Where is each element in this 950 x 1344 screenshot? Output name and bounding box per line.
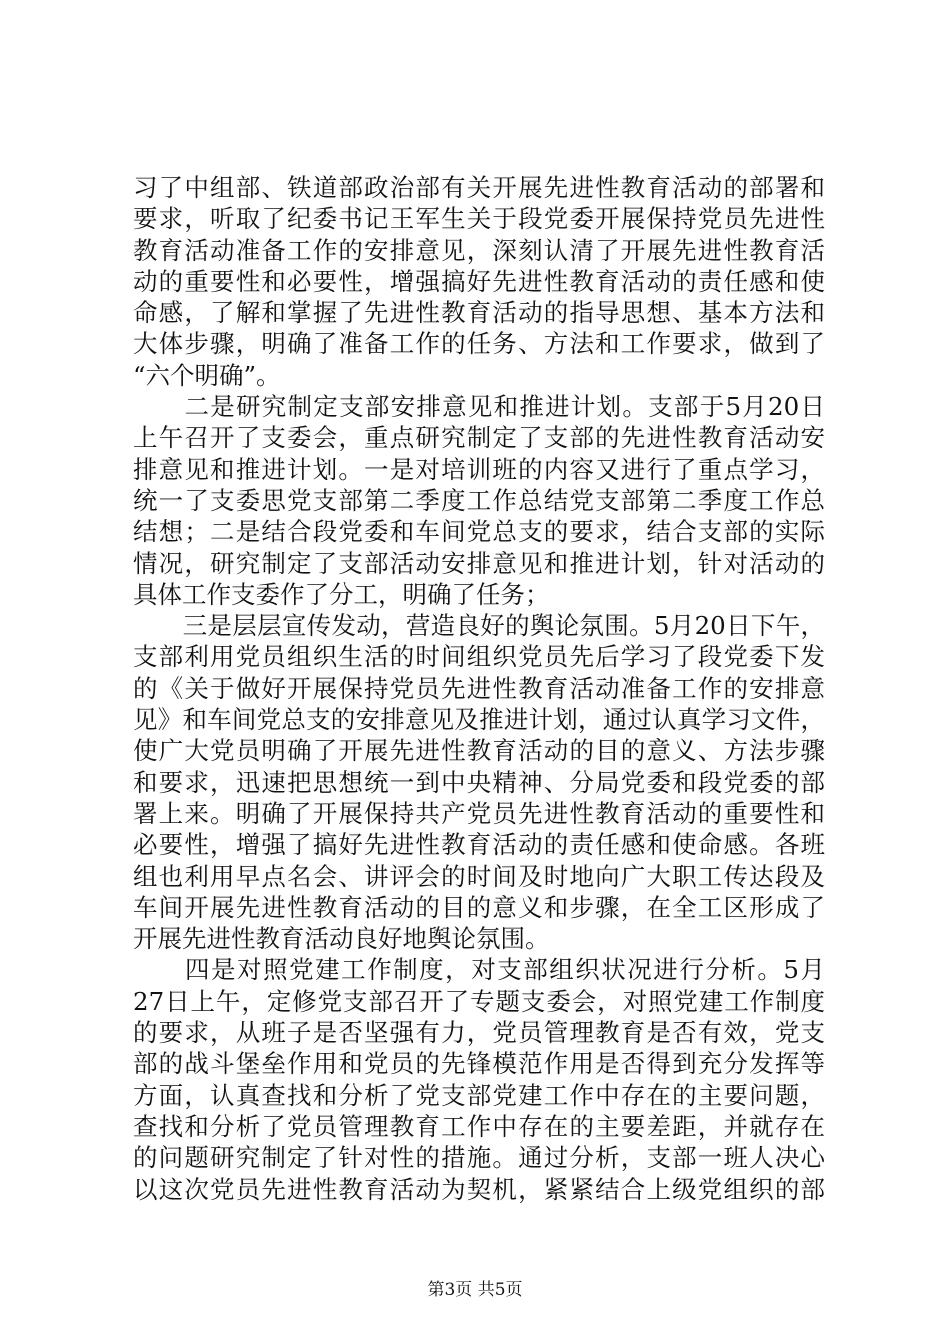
- text-line: 的问题研究制定了针对性的措施。通过分析，支部一班人决心: [133, 1143, 825, 1173]
- text-line: 开展先进性教育活动良好地舆论氛围。: [133, 924, 550, 954]
- text-line: 组也利用早点名会、讲评会的时间及时地向广大职工传达段及: [133, 861, 825, 891]
- text-line: 四是对照党建工作制度，对支部组织状况进行分析。5月: [133, 955, 825, 985]
- text-line: 三是层层宣传发动，营造良好的舆论氛围。5月20日下午，: [133, 611, 825, 641]
- text-line: 部的战斗堡垒作用和党员的先锋模范作用是否得到充分发挥等: [133, 1049, 825, 1079]
- text-line: 必要性，增强了搞好先进性教育活动的责任感和使命感。各班: [133, 830, 825, 860]
- text-line: 动的重要性和必要性，增强搞好先进性教育活动的责任感和使: [133, 266, 825, 296]
- paragraph: [133, 954, 825, 1204]
- text-line: 结想；二是结合段党委和车间党总支的要求，结合支部的实际: [133, 517, 825, 547]
- text-line: 的要求，从班子是否坚强有力，党员管理教育是否有效，党支: [133, 1018, 825, 1048]
- text-line: 车间开展先进性教育活动的目的意义和步骤，在全工区形成了: [133, 892, 825, 922]
- text-line: 情况，研究制定了支部活动安排意见和推进计划，针对活动的: [133, 548, 825, 578]
- text-line: 27日上午，定修党支部召开了专题支委会，对照党建工作制度: [133, 986, 825, 1016]
- text-line: 习了中组部、铁道部政治部有关开展先进性教育活动的部署和: [133, 173, 825, 202]
- text-line: 命感，了解和掌握了先进性教育活动的指导思想、基本方法和: [133, 298, 825, 328]
- paragraph: [133, 172, 825, 391]
- text-line: 查找和分析了党员管理教育工作中存在的主要差距，并就存在: [133, 1111, 825, 1141]
- text-line: 具体工作支委作了分工，明确了任务；: [133, 579, 550, 609]
- text-line: 方面，认真查找和分析了党支部党建工作中存在的主要问题，: [133, 1080, 825, 1110]
- text-line: 二是研究制定支部安排意见和推进计划。支部于5月20日: [133, 392, 825, 422]
- text-line: 统一了支委思党支部第二季度工作总结党支部第二季度工作总: [133, 485, 825, 515]
- paragraph: [133, 610, 825, 954]
- text-line: 的《关于做好开展保持党员先进性教育活动准备工作的安排意: [133, 673, 825, 703]
- text-line: 排意见和推进计划。一是对培训班的内容又进行了重点学习，: [133, 454, 825, 484]
- text-line: “六个明确”。: [133, 360, 281, 390]
- text-line: 教育活动准备工作的安排意见，深刻认清了开展先进性教育活: [133, 235, 825, 265]
- text-line: 以这次党员先进性教育活动为契机，紧紧结合上级党组织的部: [133, 1174, 825, 1204]
- page-footer: 第3页 共5页: [427, 1280, 523, 1300]
- text-line: 见》和车间党总支的安排意见及推进计划，通过认真学习文件，: [133, 705, 825, 735]
- text-line: 署上来。明确了开展保持共产党员先进性教育活动的重要性和: [133, 798, 825, 828]
- text-line: 大体步骤，明确了准备工作的任务、方法和工作要求，做到了: [133, 329, 825, 359]
- body-text: [133, 172, 825, 1205]
- text-line: 和要求，迅速把思想统一到中央精神、分局党委和段党委的部: [133, 767, 825, 797]
- text-line: 支部利用党员组织生活的时间组织党员先后学习了段党委下发: [133, 642, 825, 672]
- text-line: 上午召开了支委会，重点研究制定了支部的先进性教育活动安: [133, 423, 825, 453]
- paragraph: [133, 391, 825, 610]
- text-line: 要求，听取了纪委书记王军生关于段党委开展保持党员先进性: [133, 204, 825, 234]
- text-line: 使广大党员明确了开展先进性教育活动的目的意义、方法步骤: [133, 736, 825, 766]
